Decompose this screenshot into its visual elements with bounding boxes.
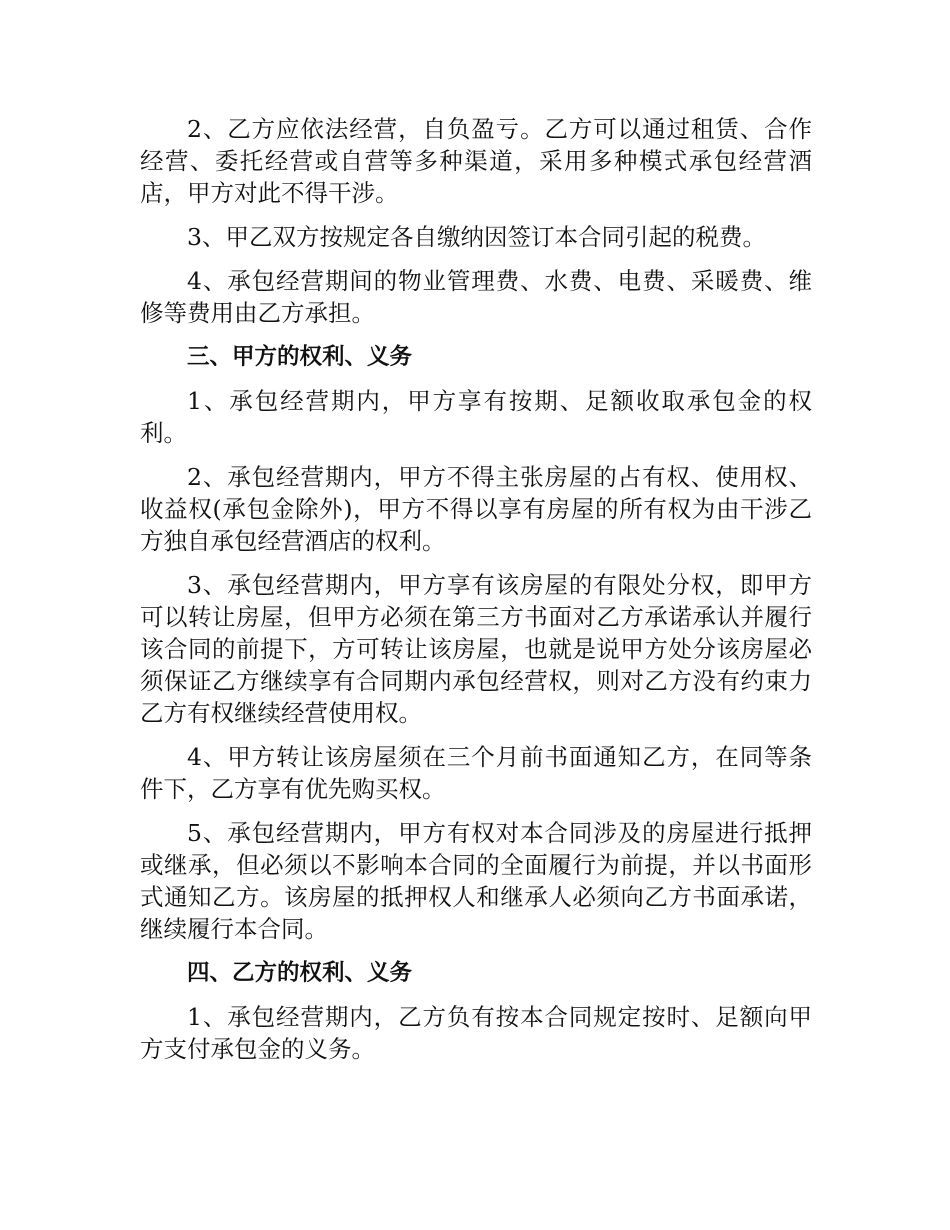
document-page (140, 113, 812, 1077)
clause-2-1-operation: 2、乙方应依法经营，自负盈亏。乙方可以通过租赁、合作经营、委托经营或自营等多种渠道，采用多种模式承包经营酒店，甲方对此不得干涉。 (140, 115, 812, 207)
section-heading-party-b: 四、乙方的权利、义务 (187, 960, 413, 986)
clause-2-4-fees: 4、承包经营期间的物业管理费、水费、电费、采暖费、维修等费用由乙方承担。 (140, 267, 812, 327)
clause-3-3: 3、承包经营期内，甲方享有该房屋的有限处分权，即甲方可以转让房屋，但甲方必须在第三方书面对乙方承诺承认并履行该合同的前提下，方可转让该房屋，也就是说甲方处分该房屋必须保证乙方继续享有合同期内承包经营权，则对乙方没有约束力乙方有权继续经营使用权。 (140, 571, 812, 727)
clause-2-3-taxes: 3、甲乙双方按规定各自缴纳因签订本合同引起的税费。 (187, 223, 766, 251)
clause-3-1: 1、承包经营期内，甲方享有按期、足额收取承包金的权利。 (140, 387, 812, 447)
clause-3-4: 4、甲方转让该房屋须在三个月前书面通知乙方，在同等条件下，乙方享有优先购买权。 (140, 743, 812, 803)
clause-4-1: 1、承包经营期内，乙方负有按本合同规定按时、足额向甲方支付承包金的义务。 (140, 1003, 812, 1063)
section-heading-party-a: 三、甲方的权利、义务 (187, 344, 413, 370)
clause-3-2: 2、承包经营期内，甲方不得主张房屋的占有权、使用权、收益权(承包金除外)，甲方不得以享有房屋的所有权为由干涉乙方独自承包经营酒店的权利。 (140, 463, 812, 555)
clause-3-5: 5、承包经营期内，甲方有权对本合同涉及的房屋进行抵押或继承，但必须以不影响本合同的全面履行为前提，并以书面形式通知乙方。该房屋的抵押权人和继承人必须向乙方书面承诺，继续履行本合同。 (140, 819, 812, 943)
